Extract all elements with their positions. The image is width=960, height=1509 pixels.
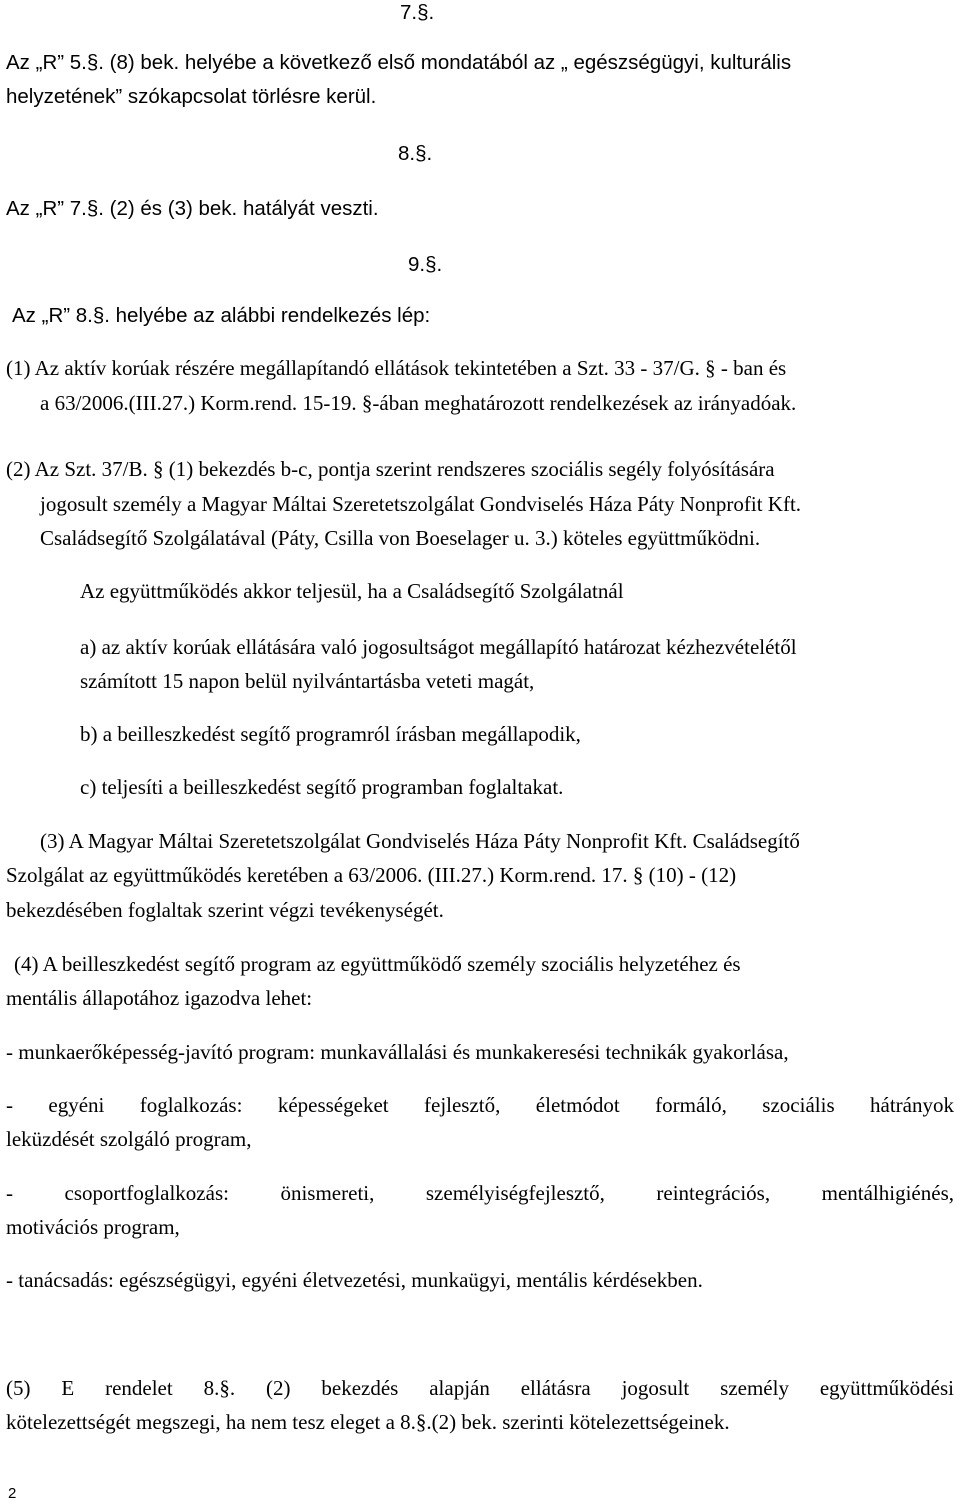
- text-line: leküzdését szolgáló program,: [6, 1127, 252, 1151]
- text-line: Családsegítő Szolgálatával (Páty, Csilla von Boeselager u. 3.) köteles együttműködni.: [40, 526, 761, 550]
- text-line: helyzetének” szókapcsolat törlésre kerül.: [6, 85, 377, 108]
- text-line: (4) A beilleszkedést segítő program az együttműködő személy szociális helyzetéhez és: [14, 952, 741, 976]
- page-number: 2: [8, 1485, 17, 1502]
- text-line: (3) A Magyar Máltai Szeretetszolgálat Gondviselés Háza Páty Nonprofit Kft. Családsegítő: [40, 829, 800, 853]
- text-line: - csoportfoglalkozás: önismereti, személyiségfejlesztő, reintegrációs, mentálhigiénés,: [6, 1181, 954, 1205]
- text-line: b) a beilleszkedést segítő programról írásban megállapodik,: [80, 722, 581, 746]
- text-line: (2) Az Szt. 37/B. § (1) bekezdés b-c, pontja szerint rendszeres szociális segély folyósítására: [6, 457, 775, 481]
- text-line: Az együttműködés akkor teljesül, ha a Családsegítő Szolgálatnál: [80, 579, 624, 603]
- text-line: Szolgálat az együttműködés keretében a 63/2006. (III.27.) Korm.rend. 17. § (10) - (12): [6, 863, 737, 887]
- section-heading-7: 7.§.: [400, 1, 435, 24]
- section-heading-9: 9.§.: [408, 253, 443, 276]
- text-line: számított 15 napon belül nyilvántartásba veteti magát,: [80, 669, 535, 693]
- text-line: (1) Az aktív korúak részére megállapítandó ellátások tekintetében a Szt. 33 - 37/G. § - ban és: [6, 356, 787, 380]
- text-line: Az „R” 5.§. (8) bek. helyébe a következő első mondatából az „ egészségügyi, kulturális: [6, 51, 792, 74]
- text-line: Az „R” 8.§. helyébe az alábbi rendelkezés lép:: [12, 304, 431, 327]
- text-line: bekezdésében foglaltak szerint végzi tevékenységét.: [6, 898, 444, 922]
- text-line: kötelezettségét megszegi, ha nem tesz eleget a 8.§.(2) bek. szerinti kötelezettségeinek.: [6, 1410, 730, 1434]
- text-line: c) teljesíti a beilleszkedést segítő programban foglaltakat.: [80, 775, 564, 799]
- text-line: - munkaerőképesség-javító program: munkavállalási és munkakeresési technikák gyakorlása,: [6, 1040, 789, 1064]
- text-line: - tanácsadás: egészségügyi, egyéni életvezetési, munkaügyi, mentális kérdésekben.: [6, 1268, 703, 1292]
- section-heading-8: 8.§.: [398, 142, 433, 165]
- text-line: (5) E rendelet 8.§. (2) bekezdés alapján ellátásra jogosult személy együttműködési: [6, 1376, 954, 1400]
- text-line: - egyéni foglalkozás: képességeket fejlesztő, életmódot formáló, szociális hátrányok: [6, 1093, 954, 1117]
- text-line: a) az aktív korúak ellátására való jogosultságot megállapító határozat kézhezvételétől: [80, 635, 797, 659]
- text-line: motivációs program,: [6, 1215, 180, 1239]
- text-line: a 63/2006.(III.27.) Korm.rend. 15-19. §-ában meghatározott rendelkezések az irányadóak.: [40, 391, 797, 415]
- text-line: Az „R” 7.§. (2) és (3) bek. hatályát veszti.: [6, 197, 379, 220]
- text-line: jogosult személy a Magyar Máltai Szeretetszolgálat Gondviselés Háza Páty Nonprofit Kft.: [40, 492, 802, 516]
- text-line: mentális állapotához igazodva lehet:: [6, 986, 313, 1010]
